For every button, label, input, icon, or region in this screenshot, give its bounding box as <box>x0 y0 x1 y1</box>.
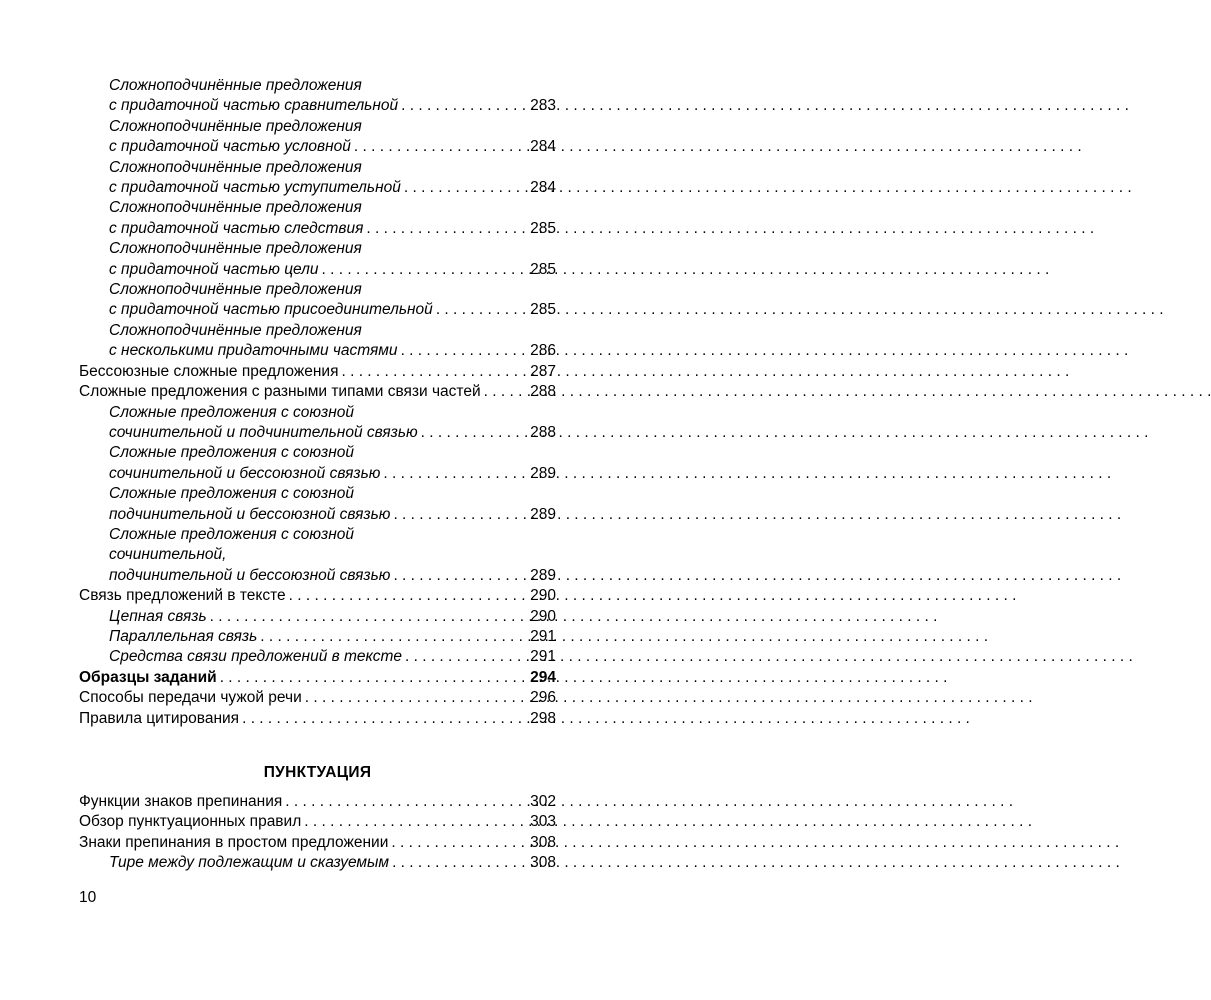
dot-leader <box>390 505 530 525</box>
toc-entry-title: Сложноподчинённые предложения <box>109 240 362 258</box>
toc-entry-title: Сложноподчинённые предложения <box>109 281 362 299</box>
dot-leader <box>433 300 530 320</box>
dot-leader <box>239 709 530 729</box>
toc-entry <box>79 647 556 667</box>
toc-page-number: 284 <box>530 138 556 156</box>
toc-page-number: 298 <box>530 709 556 727</box>
dot-leader <box>257 627 530 647</box>
dot-leader <box>207 607 530 627</box>
dot-leader <box>363 219 530 239</box>
table-of-contents <box>79 76 556 729</box>
toc-entry <box>79 525 556 586</box>
toc-entry-title: Связь предложений в тексте <box>79 587 286 605</box>
toc-entry <box>79 833 556 853</box>
toc-page-number: 288 <box>530 423 556 441</box>
toc-entry <box>79 76 556 117</box>
toc-page-number: 285 <box>530 260 556 278</box>
dot-leader <box>351 137 530 157</box>
toc-page-number: 308 <box>530 854 556 872</box>
toc-page-number: 303 <box>530 813 556 831</box>
toc-entry-title: Образцы заданий <box>79 668 217 686</box>
toc-entry-title: подчинительной и бессоюзной связью <box>109 566 391 584</box>
dot-leader <box>390 566 530 586</box>
dot-leader <box>401 178 530 198</box>
toc-entry-title: с придаточной частью уступительной <box>109 179 401 197</box>
toc-entry <box>79 586 556 606</box>
toc-entry <box>79 158 556 199</box>
toc-page-number: 302 <box>530 793 556 810</box>
toc-page-number: 287 <box>530 362 556 380</box>
toc-entry-title: Обзор пунктуационных правил <box>79 813 302 831</box>
toc-entry-title: Параллельная связь <box>109 627 258 645</box>
toc-entry <box>79 709 556 729</box>
toc-entry-title: с несколькими придаточными частями <box>109 342 398 360</box>
toc-entry-title: Бессоюзные сложные предложения <box>79 362 339 380</box>
toc-page-number: 290 <box>530 607 556 625</box>
toc-entry-title: Правила цитирования <box>79 709 240 727</box>
dot-leader <box>481 382 530 402</box>
dot-leader <box>301 812 530 832</box>
dot-leader <box>402 647 530 667</box>
table-of-contents-punctuation <box>79 792 556 874</box>
toc-page-number: 288 <box>530 383 556 401</box>
toc-entry <box>79 853 556 873</box>
toc-entry <box>79 239 556 280</box>
dot-leader <box>286 586 530 606</box>
toc-entry <box>79 117 556 158</box>
toc-entry <box>79 198 556 239</box>
toc-page-number: 289 <box>530 505 556 523</box>
toc-entry <box>79 484 556 525</box>
toc-entry <box>79 607 556 627</box>
toc-entry-title: сочинительной и подчинительной связью <box>109 423 418 441</box>
toc-page-number: 294 <box>530 668 556 686</box>
toc-entry <box>79 688 556 708</box>
toc-entry-title: Функции знаков препинания <box>79 793 283 810</box>
toc-entry-title: Знаки препинания в простом предложении <box>79 833 389 851</box>
dot-leader <box>338 362 530 382</box>
section-heading: ПУНКТУАЦИЯ <box>263 764 372 781</box>
dot-leader <box>380 464 530 484</box>
dot-leader <box>217 668 530 688</box>
toc-page-number: 291 <box>530 627 556 645</box>
toc-page-number: 286 <box>530 342 556 360</box>
toc-entry-title: Сложноподчинённые предложения <box>109 321 362 339</box>
toc-entry-title: Сложноподчинённые предложения <box>109 199 362 217</box>
toc-entry <box>79 443 556 484</box>
toc-entry-title: Сложные предложения с союзной <box>109 525 355 543</box>
toc-entry <box>79 627 556 647</box>
dot-leader <box>302 688 530 708</box>
toc-entry <box>79 792 556 812</box>
toc-page-number: 283 <box>530 97 556 115</box>
toc-page-number: 284 <box>530 179 556 197</box>
toc-entry-title: Сложные предложения с союзной <box>109 444 355 462</box>
toc-page-number: 289 <box>530 566 556 584</box>
toc-entry-title: с придаточной частью условной <box>109 138 351 156</box>
toc-entry <box>79 280 556 321</box>
toc-page-number: 308 <box>530 833 556 851</box>
toc-entry <box>79 812 556 832</box>
dot-leader <box>389 853 530 873</box>
toc-page-number: 289 <box>530 464 556 482</box>
toc-page-number: 285 <box>530 301 556 319</box>
dot-leader <box>398 341 531 361</box>
toc-entry-title: сочинительной и бессоюзной связью <box>109 464 381 482</box>
toc-page-number: 291 <box>530 648 556 666</box>
toc-entry <box>79 668 556 688</box>
dot-leader <box>282 792 530 812</box>
toc-page-number: 290 <box>530 587 556 605</box>
toc-entry-title: Сложноподчинённые предложения <box>109 158 362 176</box>
toc-entry <box>79 362 556 382</box>
toc-entry-title: с придаточной частью следствия <box>109 219 364 237</box>
toc-entry-title: Сложноподчинённые предложения <box>109 77 362 94</box>
toc-page-number: 285 <box>530 219 556 237</box>
dot-leader <box>388 833 530 853</box>
toc-entry-title: с придаточной частью цели <box>109 260 319 278</box>
toc-entry-title: Средства связи предложений в тексте <box>109 648 402 666</box>
toc-entry-title: с придаточной частью присоединительной <box>109 301 433 319</box>
toc-entry-title: с придаточной частью сравнительной <box>109 97 399 115</box>
toc-entry-title: Сложные предложения с союзной <box>109 485 355 503</box>
toc-entry <box>79 403 556 444</box>
toc-entry-title: сочинительной, <box>109 546 227 564</box>
toc-entry <box>79 321 556 362</box>
toc-entry-title: Сложноподчинённые предложения <box>109 117 362 135</box>
toc-entry-title: Сложные предложения с разными типами связи частей <box>79 383 481 401</box>
toc-entry <box>79 382 556 402</box>
toc-entry-title: подчинительной и бессоюзной связью <box>109 505 391 523</box>
page-number: 10 <box>79 889 97 906</box>
dot-leader <box>319 260 531 280</box>
toc-page-number: 296 <box>530 689 556 707</box>
toc-entry-title: Цепная связь <box>109 607 207 625</box>
toc-entry-title: Способы передачи чужой речи <box>79 689 302 707</box>
dot-leader <box>398 96 530 116</box>
toc-entry-title: Сложные предложения с союзной <box>109 403 355 421</box>
dot-leader <box>418 423 530 443</box>
toc-entry-title: Тире между подлежащим и сказуемым <box>109 854 390 872</box>
